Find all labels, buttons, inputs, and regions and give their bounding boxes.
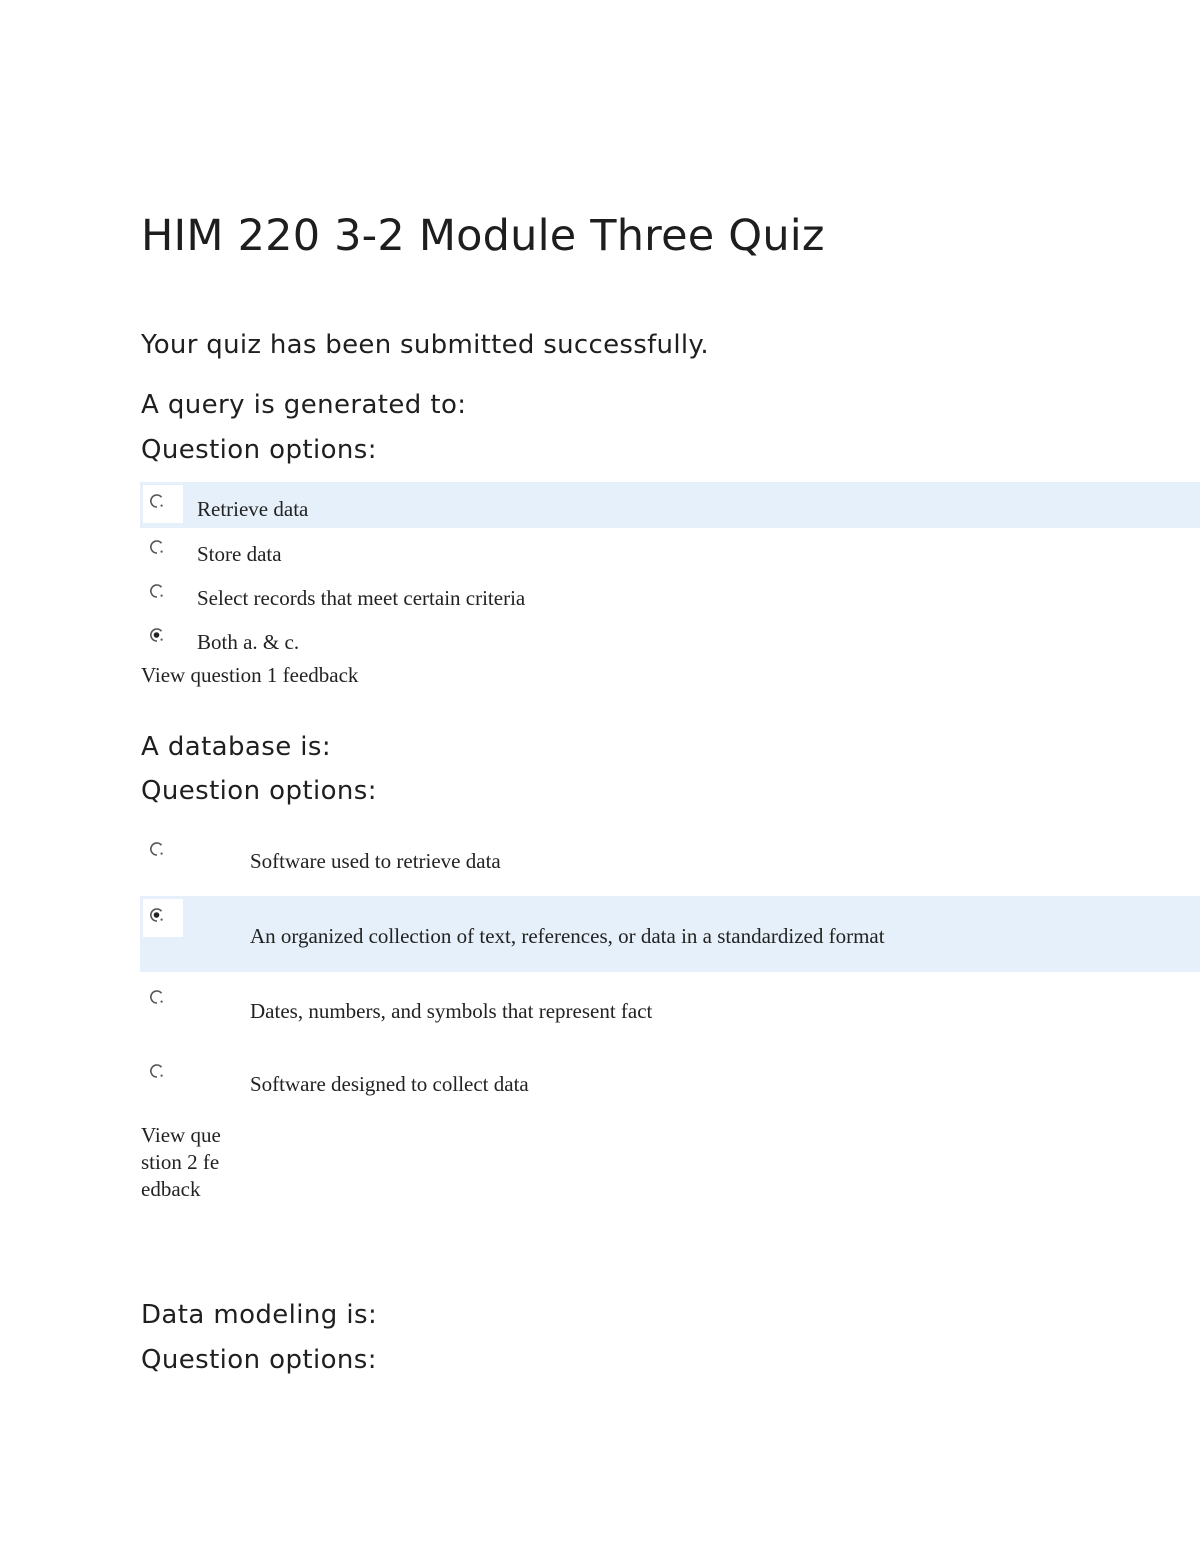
radio-button-selected[interactable] bbox=[149, 627, 163, 641]
radio-container bbox=[143, 981, 183, 1019]
radio-button-unselected[interactable] bbox=[149, 539, 163, 553]
option-row[interactable] bbox=[140, 616, 1200, 660]
radio-container bbox=[143, 485, 183, 523]
question-prompt: A query is generated to: bbox=[141, 390, 467, 420]
radio-container bbox=[143, 1055, 183, 1093]
option-label: Select records that meet certain criteria bbox=[197, 586, 526, 610]
radio-button-unselected[interactable] bbox=[149, 493, 163, 507]
question-options-label: Question options: bbox=[141, 435, 377, 465]
option-label: An organized collection of text, references, or data in a standardized format bbox=[250, 924, 885, 948]
radio-button-unselected[interactable] bbox=[149, 989, 163, 1003]
radio-container bbox=[143, 619, 183, 657]
option-row[interactable] bbox=[140, 896, 1200, 972]
radio-container bbox=[143, 575, 183, 613]
option-row[interactable] bbox=[140, 978, 1200, 1048]
question-options-label: Question options: bbox=[141, 1345, 377, 1375]
question-prompt: Data modeling is: bbox=[141, 1300, 378, 1330]
option-row[interactable] bbox=[140, 572, 1200, 616]
option-label: Dates, numbers, and symbols that represent fact bbox=[250, 999, 653, 1023]
radio-container bbox=[143, 833, 183, 871]
option-label: Retrieve data bbox=[197, 497, 309, 521]
option-row[interactable] bbox=[140, 830, 1200, 896]
option-row[interactable] bbox=[140, 482, 1200, 528]
page-title: HIM 220 3-2 Module Three Quiz bbox=[141, 211, 825, 261]
submission-status: Your quiz has been submitted successfully. bbox=[141, 330, 709, 360]
question-prompt: A database is: bbox=[141, 732, 331, 762]
radio-container bbox=[143, 899, 183, 937]
view-feedback-link[interactable]: View question 2 feedback bbox=[141, 1123, 221, 1201]
radio-button-unselected[interactable] bbox=[149, 583, 163, 597]
option-row[interactable] bbox=[140, 528, 1200, 572]
option-label: Software designed to collect data bbox=[250, 1072, 529, 1096]
radio-button-selected[interactable] bbox=[149, 907, 163, 921]
view-feedback-link[interactable]: View question 1 feedback bbox=[141, 663, 359, 687]
option-row[interactable] bbox=[140, 1052, 1200, 1118]
radio-button-unselected[interactable] bbox=[149, 841, 163, 855]
option-label: Store data bbox=[197, 542, 282, 566]
option-label: Both a. & c. bbox=[197, 630, 300, 654]
radio-container bbox=[143, 531, 183, 569]
option-label: Software used to retrieve data bbox=[250, 849, 501, 873]
radio-button-unselected[interactable] bbox=[149, 1063, 163, 1077]
question-options-label: Question options: bbox=[141, 776, 377, 806]
